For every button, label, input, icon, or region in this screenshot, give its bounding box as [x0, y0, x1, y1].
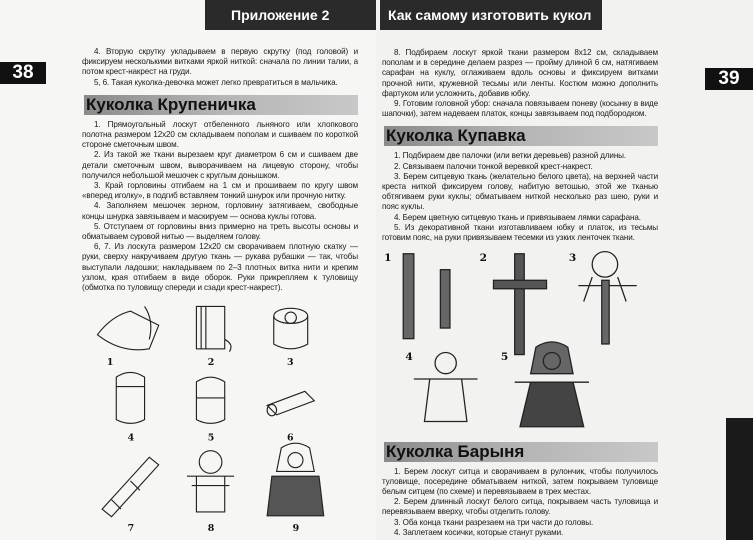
page-number-right: 39	[705, 68, 753, 90]
figure-label: 1	[384, 251, 392, 265]
step: 4. Заполняем мешочек зерном, горловину затягиваем, свободные концы шнурка завязываем и маскируем — основа куклы готова.	[82, 201, 358, 221]
step: 2. Связываем палочки тонкой веревкой крест-накрест.	[394, 161, 593, 171]
step: 3. Край горловины отгибаем на 1 см и прошиваем по кругу швом «вперед иголку», в подгиб вставляем тонкий шнурок или прочную нитку.	[82, 181, 358, 201]
right-intro	[382, 48, 658, 119]
krupenichka-illustrations	[82, 297, 358, 533]
fig-bag-tied	[196, 377, 224, 423]
section-title-barynya: Куколка Барыня	[384, 442, 658, 462]
fig-sticks	[403, 254, 450, 339]
step: 1. Подбираем две палочки (или ветки деревьев) разной длины.	[394, 151, 627, 161]
left-header: Приложение 2	[205, 0, 376, 30]
paragraph: 8. Подбираем лоскут яркой ткани размером 8x12 см, складываем пополам и в середине делаем разрез — пройму длиной 6 см, натягиваем сарафан на куклу, оглаживаем вдоль основы и фиксируем витками прочной нити, кружевной тесьмы или ленты. Костюм можно дополнить фартуком или усложнить, добавив юбку.	[382, 48, 658, 98]
kupavka-steps	[382, 151, 658, 243]
figure-label: 9	[292, 523, 300, 533]
step: 3. Берем ситцевую ткань (желательно белого цвета), на верхней части креста ниткой фиксируем голову, набитую ветошью, этой же тканью обтягиваем руки куклы; обматываем ниткой несколько раз шею, руки и пояс куклы.	[382, 171, 658, 212]
fig-doll-dressed	[267, 443, 324, 516]
paragraph: 9. Готовим головной убор: сначала повязываем поневу (косынку в виде шапочки), затем надеваем платок, концы завязываем под подбородком.	[382, 99, 658, 119]
figure-label: 2	[207, 357, 215, 369]
figure-label: 5	[500, 350, 509, 364]
fig-sarafan	[414, 353, 478, 422]
krupenichka-steps	[82, 120, 358, 293]
paragraph: 4. Вторую скрутку укладываем в первую скрутку (под головой) и фиксируем несколькими витками яркой ниткой: сначала по линии талии, а потом крест-накрест на груди.	[82, 47, 358, 77]
step: 4. Заплетаем косички, которые станут руками.	[394, 527, 564, 537]
step: 2. Берем длинный лоскут белого ситца, покрываем часть туловища и перевязываем вверху, чтобы отделить голову.	[382, 497, 658, 517]
step: 5. Из декоративной ткани изготавливаем юбку и платок, из тесьмы готовим пояс, на руки привязываем тесемки из узких ленточек ткани.	[382, 222, 658, 243]
step: 1. Берем лоскут ситца и сворачиваем в рулончик, чтобы получилось туловище, посередине обматываем ниткой, затем покрываем туловище белым ситцем (по схеме) и перевязываем в трех местах.	[382, 466, 658, 496]
step: 3. Оба конца ткани разрезаем на три части до головы.	[394, 517, 594, 527]
fig-arms	[102, 458, 159, 517]
right-column	[382, 48, 658, 538]
figure-label: 6	[286, 432, 294, 444]
step: 5. Отступаем от горловины вниз примерно на треть высоты основы и обматываем суровой нитью — выделяем голову.	[82, 221, 358, 242]
fig-bag-filled	[116, 373, 144, 424]
figure-label: 2	[479, 251, 488, 265]
section-title-krupenichka: Куколка Крупеничка	[84, 95, 358, 115]
fig-cross	[493, 254, 546, 355]
right-page	[376, 0, 753, 540]
figure-label: 1	[106, 357, 114, 369]
fig-bag	[274, 309, 308, 350]
section-title-kupavka: Куколка Купавка	[384, 126, 658, 146]
left-page	[0, 0, 376, 540]
step: 6, 7. Из лоскута размером 12x20 см сворачиваем плотную скатку — руки, сверху накручиваем другую ткань — рукава рубашки — так, чтобы выступали ладошки; накладываем по 2–3 плотных витка нити и крепим узлом, края отгибаем в виде оборок. Руки прикрепляем к туловищу (обмотка по туловищу спереди и сзади крест-накрест).	[82, 242, 358, 293]
figure-label: 4	[127, 432, 135, 444]
left-intro	[82, 47, 358, 88]
figure-label: 4	[405, 350, 413, 364]
krupenichka-figures	[82, 297, 358, 533]
fig-head	[578, 252, 636, 344]
fig-roll	[267, 392, 314, 417]
paragraph: 5, 6. Такая куколка-девочка может легко превратиться в мальчика.	[94, 77, 338, 87]
step: 2. Из такой же ткани вырезаем круг диаметром 6 см и сшиваем две детали сметочным швом, выворачиваем на лицевую сторону, чтобы получился небольшой мешочек с круглым донышком.	[82, 150, 358, 180]
fig-fabric-fold	[97, 307, 158, 350]
fig-doll	[515, 342, 589, 427]
figure-label: 3	[568, 251, 577, 265]
step: 4. Берем цветную ситцевую ткань и привязываем лямки сарафана.	[394, 212, 641, 222]
figure-label: 7	[127, 523, 135, 533]
right-header: Как самому изготовить кукол	[380, 0, 602, 30]
figure-label: 8	[207, 523, 215, 533]
page-number-left: 38	[0, 62, 46, 84]
fig-sewn-tube	[196, 307, 231, 352]
figure-label: 5	[207, 432, 215, 444]
page-edge-shadow	[726, 418, 753, 540]
kupavka-figures	[382, 247, 658, 430]
kupavka-illustrations	[382, 247, 658, 430]
figure-label: 3	[286, 357, 294, 369]
step: 1. Прямоугольный лоскут отбеленного льняного или хлопкового полотна размером 12x20 см складываем пополам и сшиваем по короткой стороне сметочным швом.	[82, 119, 358, 150]
left-column	[82, 47, 358, 537]
fig-doll-arms	[187, 451, 234, 512]
barynya-steps	[382, 467, 658, 538]
